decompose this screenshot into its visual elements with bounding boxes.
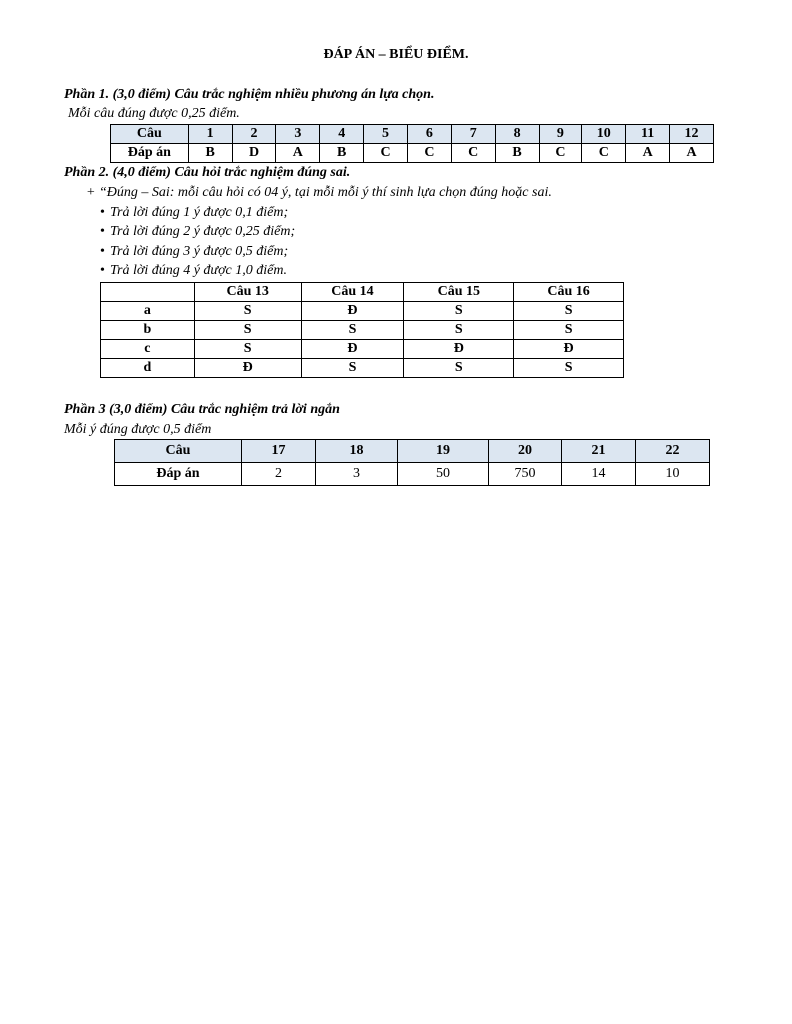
table-cell: S xyxy=(301,359,404,378)
answer-cell: B xyxy=(320,144,364,163)
part1-question-row xyxy=(111,125,714,144)
question-cell: 20 xyxy=(489,440,562,463)
column-header: Câu 14 xyxy=(301,283,404,302)
part2-true-false-table xyxy=(100,282,624,378)
table-cell: Đ xyxy=(194,359,301,378)
table-cell: S xyxy=(194,340,301,359)
column-header: Câu 13 xyxy=(194,283,301,302)
question-cell: 4 xyxy=(320,125,364,144)
table-row xyxy=(101,321,624,340)
question-cell: 5 xyxy=(364,125,408,144)
answer-cell: B xyxy=(188,144,232,163)
question-cell: 19 xyxy=(398,440,489,463)
answer-cell: C xyxy=(582,144,626,163)
table-row xyxy=(101,359,624,378)
question-cell: 7 xyxy=(451,125,495,144)
bullet-text: Trả lời đúng 3 ý được 0,5 điểm; xyxy=(110,244,289,259)
scoring-bullet xyxy=(100,205,288,221)
scoring-bullet xyxy=(100,244,288,260)
scoring-bullet xyxy=(100,263,287,279)
answer-cell: C xyxy=(451,144,495,163)
question-cell: 6 xyxy=(407,125,451,144)
table-cell: S xyxy=(194,302,301,321)
row-header: Đáp án xyxy=(115,463,242,486)
part1-note: Mỗi câu đúng được 0,25 điểm. xyxy=(68,106,240,121)
answer-cell: A xyxy=(276,144,320,163)
answer-cell: 10 xyxy=(636,463,710,486)
part1-answer-table xyxy=(110,124,714,163)
answer-cell: C xyxy=(364,144,408,163)
question-cell: 1 xyxy=(188,125,232,144)
table-cell: S xyxy=(194,321,301,340)
bullet-icon: • xyxy=(100,263,105,278)
table-cell: S xyxy=(514,321,624,340)
bullet-text: Trả lời đúng 2 ý được 0,25 điểm; xyxy=(110,224,296,239)
question-cell: 17 xyxy=(242,440,316,463)
part1-answer-row xyxy=(111,144,714,163)
row-header: Câu xyxy=(115,440,242,463)
part3-answer-row xyxy=(115,463,710,486)
column-header: Câu 16 xyxy=(514,283,624,302)
question-cell: 9 xyxy=(539,125,582,144)
question-cell: 8 xyxy=(495,125,539,144)
question-cell: 11 xyxy=(626,125,670,144)
bullet-icon: • xyxy=(100,244,105,259)
row-label: b xyxy=(101,321,195,340)
answer-cell: 3 xyxy=(316,463,398,486)
table-header-row xyxy=(101,283,624,302)
answer-cell: A xyxy=(670,144,714,163)
part3-note: Mỗi ý đúng được 0,5 điểm xyxy=(64,422,212,437)
answer-cell: 2 xyxy=(242,463,316,486)
table-cell: Đ xyxy=(301,302,404,321)
table-cell: Đ xyxy=(301,340,404,359)
table-cell: S xyxy=(301,321,404,340)
answer-cell: D xyxy=(232,144,276,163)
answer-cell: A xyxy=(626,144,670,163)
row-label: a xyxy=(101,302,195,321)
question-cell: 22 xyxy=(636,440,710,463)
question-cell: 10 xyxy=(582,125,626,144)
table-cell: S xyxy=(404,302,514,321)
part3-question-row xyxy=(115,440,710,463)
row-label: d xyxy=(101,359,195,378)
part3-heading: Phần 3 (3,0 điểm) Câu trắc nghiệm trả lời ngắn xyxy=(64,402,340,417)
answer-cell: 14 xyxy=(562,463,636,486)
bullet-text: Trả lời đúng 4 ý được 1,0 điểm. xyxy=(110,263,287,278)
bullet-icon: • xyxy=(100,224,105,239)
table-cell: S xyxy=(404,321,514,340)
question-cell: 18 xyxy=(316,440,398,463)
page-title: ĐÁP ÁN – BIỂU ĐIỂM. xyxy=(323,47,469,62)
corner-cell xyxy=(101,283,195,302)
row-label: c xyxy=(101,340,195,359)
question-cell: 2 xyxy=(232,125,276,144)
part2-intro: + “Đúng – Sai: mỗi câu hỏi có 04 ý, tại mỗi mỗi ý thí sinh lựa chọn đúng hoặc sai. xyxy=(86,185,552,200)
table-cell: Đ xyxy=(514,340,624,359)
part3-answer-table xyxy=(114,439,710,486)
part1-heading: Phần 1. (3,0 điểm) Câu trắc nghiệm nhiều phương án lựa chọn. xyxy=(64,87,435,102)
table-cell: Đ xyxy=(404,340,514,359)
row-header: Câu xyxy=(111,125,189,144)
table-row xyxy=(101,340,624,359)
part2-heading: Phần 2. (4,0 điểm) Câu hỏi trắc nghiệm đúng sai. xyxy=(64,165,351,180)
answer-cell: B xyxy=(495,144,539,163)
table-cell: S xyxy=(404,359,514,378)
answer-cell: C xyxy=(539,144,582,163)
question-cell: 3 xyxy=(276,125,320,144)
column-header: Câu 15 xyxy=(404,283,514,302)
table-cell: S xyxy=(514,302,624,321)
answer-cell: C xyxy=(407,144,451,163)
question-cell: 21 xyxy=(562,440,636,463)
answer-cell: 750 xyxy=(489,463,562,486)
row-header: Đáp án xyxy=(111,144,189,163)
table-cell: S xyxy=(514,359,624,378)
answer-cell: 50 xyxy=(398,463,489,486)
question-cell: 12 xyxy=(670,125,714,144)
bullet-icon: • xyxy=(100,205,105,220)
scoring-bullet xyxy=(100,224,295,240)
bullet-text: Trả lời đúng 1 ý được 0,1 điểm; xyxy=(110,205,289,220)
table-row xyxy=(101,302,624,321)
